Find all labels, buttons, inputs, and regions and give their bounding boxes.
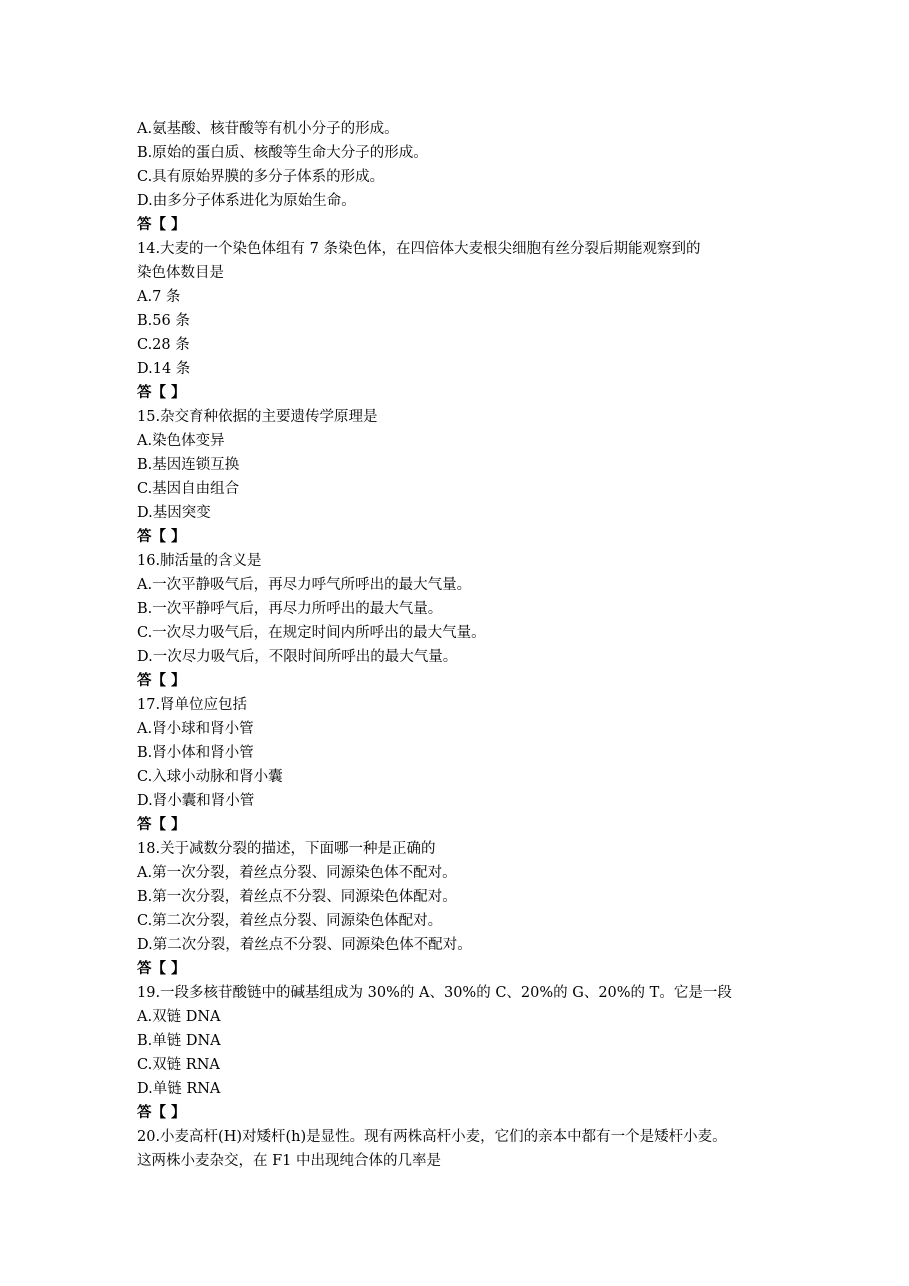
document-page — [137, 117, 837, 1173]
question-text: 14.大麦的一个染色体组有 7 条染色体，在四倍体大麦根尖细胞有丝分裂后期能观察到的 — [137, 241, 701, 257]
question-17 — [137, 693, 837, 837]
option-a: A.染色体变异 — [137, 433, 225, 449]
question-text: 20.小麦高杆(H)对矮杆(h)是显性。现有两株高杆小麦，它们的亲本中都有一个是矮杆小麦。 — [137, 1129, 727, 1145]
answer-bracket: 答【 】 — [137, 528, 186, 545]
option-a: A.双链 DNA — [137, 1009, 221, 1025]
option-b: B.56 条 — [137, 313, 190, 329]
option-b: B.原始的蛋白质、核酸等生命大分子的形成。 — [137, 145, 428, 161]
option-d: D.一次尽力吸气后，不限时间所呼出的最大气量。 — [137, 649, 458, 665]
option-c: C.双链 RNA — [137, 1057, 220, 1073]
answer-bracket: 答【 】 — [137, 1104, 186, 1121]
question-20 — [137, 1125, 837, 1173]
option-a: A.第一次分裂，着丝点分裂、同源染色体不配对。 — [137, 865, 457, 881]
question-text: 15.杂交育种依据的主要遗传学原理是 — [137, 409, 378, 425]
question-19 — [137, 981, 837, 1125]
question-text-continued: 这两株小麦杂交，在 F1 中出现纯合体的几率是 — [137, 1153, 442, 1169]
question-14 — [137, 237, 837, 405]
question-13-options — [137, 117, 837, 237]
option-c: C.第二次分裂，着丝点分裂、同源染色体配对。 — [137, 913, 443, 929]
question-15 — [137, 405, 837, 549]
option-c: C.具有原始界膜的多分子体系的形成。 — [137, 169, 385, 185]
option-a: A.肾小球和肾小管 — [137, 721, 254, 737]
option-d: D.14 条 — [137, 361, 191, 377]
question-text: 19.一段多核苷酸链中的碱基组成为 30%的 A、30%的 C、20%的 G、20%的 T。它是一段 — [137, 985, 732, 1001]
question-16 — [137, 549, 837, 693]
option-a: A.氨基酸、核苷酸等有机小分子的形成。 — [137, 121, 399, 137]
option-b: B.肾小体和肾小管 — [137, 745, 254, 761]
option-b: B.单链 DNA — [137, 1033, 221, 1049]
option-c: C.基因自由组合 — [137, 481, 240, 497]
option-b: B.一次平静呼气后，再尽力所呼出的最大气量。 — [137, 601, 443, 617]
option-a: A.7 条 — [137, 289, 181, 305]
option-d: D.基因突变 — [137, 505, 211, 521]
option-b: B.第一次分裂，着丝点不分裂、同源染色体配对。 — [137, 889, 457, 905]
option-c: C.入球小动脉和肾小囊 — [137, 769, 283, 785]
option-c: C.28 条 — [137, 337, 190, 353]
question-18 — [137, 837, 837, 981]
option-b: B.基因连锁互换 — [137, 457, 240, 473]
answer-bracket: 答【 】 — [137, 960, 186, 977]
option-c: C.一次尽力吸气后，在规定时间内所呼出的最大气量。 — [137, 625, 486, 641]
option-d: D.单链 RNA — [137, 1081, 221, 1097]
answer-bracket: 答【 】 — [137, 384, 186, 401]
question-text: 16.肺活量的含义是 — [137, 553, 262, 569]
option-d: D.第二次分裂，着丝点不分裂、同源染色体不配对。 — [137, 937, 472, 953]
question-text-continued: 染色体数目是 — [137, 265, 224, 281]
question-text: 17.肾单位应包括 — [137, 697, 248, 713]
option-a: A.一次平静吸气后，再尽力呼气所呼出的最大气量。 — [137, 577, 472, 593]
answer-bracket: 答【 】 — [137, 816, 186, 833]
option-d: D.肾小囊和肾小管 — [137, 793, 255, 809]
question-text: 18.关于减数分裂的描述，下面哪一种是正确的 — [137, 841, 436, 857]
answer-bracket: 答【 】 — [137, 216, 186, 233]
answer-bracket: 答【 】 — [137, 672, 186, 689]
option-d: D.由多分子体系进化为原始生命。 — [137, 193, 356, 209]
